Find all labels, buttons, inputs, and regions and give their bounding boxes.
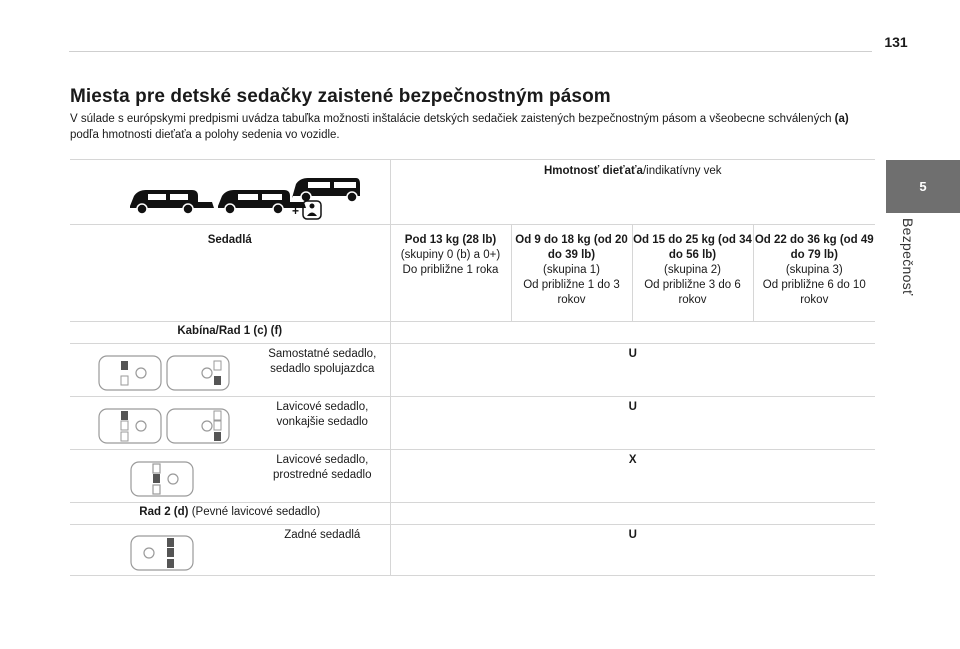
section-cabin-empty bbox=[390, 322, 875, 344]
group-number: (skupina 3) bbox=[785, 264, 843, 276]
seat-diagram-icon bbox=[97, 352, 237, 394]
seat-diagram-cell bbox=[70, 450, 255, 503]
section-row2-empty bbox=[390, 503, 875, 525]
seat-diagram-icon bbox=[129, 458, 201, 500]
section-cabin-label: Kabína/Rad 1 (c) (f) bbox=[177, 325, 283, 337]
vans-with-child-seat-icon bbox=[100, 168, 360, 224]
seat-label: Lavicové sedadlo, vonkajšie sedadlo bbox=[276, 401, 369, 428]
seat-diagram-icon bbox=[129, 532, 201, 574]
group-column-3 bbox=[753, 225, 875, 322]
group-age: Od približne 3 do 6 rokov bbox=[644, 279, 741, 306]
section-row2-rest: (Pevné lavicové sedadlo) bbox=[188, 506, 321, 518]
seat-diagram-cell bbox=[70, 525, 255, 576]
weight-header-rest: /indikatívny vek bbox=[642, 165, 722, 177]
group-weight: Pod 13 kg (28 lb) bbox=[404, 234, 497, 246]
seat-diagram-icon bbox=[97, 405, 237, 447]
seat-diagram-cell bbox=[70, 397, 255, 450]
group-column-0 bbox=[390, 225, 511, 322]
child-seat-table bbox=[70, 159, 875, 576]
seat-label-cell bbox=[255, 525, 390, 576]
seat-value: U bbox=[628, 529, 637, 541]
seat-value-cell bbox=[390, 344, 875, 397]
group-number: (skupina 1) bbox=[543, 264, 600, 276]
group-weight: Od 15 do 25 kg (od 34 do 56 lb) bbox=[633, 234, 752, 261]
group-age: Do približne 1 roka bbox=[402, 264, 499, 276]
seat-label: Samostatné sedadlo, sedadlo spolujazdca bbox=[268, 348, 377, 375]
seat-value-cell bbox=[390, 450, 875, 503]
top-rule bbox=[69, 51, 872, 52]
seat-label: Lavicové sedadlo, prostredné sedadlo bbox=[273, 454, 372, 481]
group-column-2 bbox=[632, 225, 753, 322]
seat-label: Zadné sedadlá bbox=[284, 529, 361, 541]
group-column-1 bbox=[511, 225, 632, 322]
seat-diagram-cell bbox=[70, 344, 255, 397]
vehicle-icons-cell bbox=[70, 160, 390, 225]
weight-header-bold: Hmotnosť dieťaťa bbox=[543, 165, 643, 177]
seat-value: X bbox=[628, 454, 637, 466]
group-age: Od približne 6 do 10 rokov bbox=[762, 279, 866, 306]
group-weight: Od 22 do 36 kg (od 49 do 79 lb) bbox=[754, 234, 874, 261]
group-age: Od približne 1 do 3 rokov bbox=[523, 279, 620, 306]
group-number: (skupina 2) bbox=[664, 264, 721, 276]
svg-text:+: + bbox=[291, 204, 299, 218]
seat-label-cell bbox=[255, 450, 390, 503]
chapter-tab[interactable]: 5 bbox=[886, 160, 960, 213]
page-title: Miesta pre detské sedačky zaistené bezpečnostným pásom bbox=[70, 86, 611, 107]
intro-marker: (a) bbox=[834, 113, 849, 125]
seat-value-cell bbox=[390, 525, 875, 576]
section-row2-bold: Rad 2 (d) bbox=[139, 506, 189, 518]
section-cabin-row1 bbox=[70, 322, 390, 344]
group-weight: Od 9 do 18 kg (od 20 do 39 lb) bbox=[515, 234, 628, 261]
weight-header bbox=[390, 160, 875, 225]
intro-text-after: podľa hmotnosti dieťaťa a polohy sedenia vo vozidle. bbox=[70, 129, 340, 141]
intro-text bbox=[70, 111, 875, 143]
seat-value: U bbox=[628, 348, 637, 360]
group-number: (skupiny 0 (b) a 0+) bbox=[400, 249, 501, 261]
section-row2 bbox=[70, 503, 390, 525]
seats-header bbox=[70, 225, 390, 322]
seats-header-label: Sedadlá bbox=[207, 234, 252, 246]
intro-text-before: V súlade s európskymi predpismi uvádza tabuľka možnosti inštalácie detských sedačiek zaistených bezpečnostným pásom a všeobecne schválených bbox=[70, 113, 835, 125]
seat-value: U bbox=[628, 401, 637, 413]
seat-value-cell bbox=[390, 397, 875, 450]
chapter-label: Bezpečnosť bbox=[900, 218, 916, 296]
page-number: 131 bbox=[884, 34, 908, 50]
seat-label-cell bbox=[255, 344, 390, 397]
seat-label-cell bbox=[255, 397, 390, 450]
